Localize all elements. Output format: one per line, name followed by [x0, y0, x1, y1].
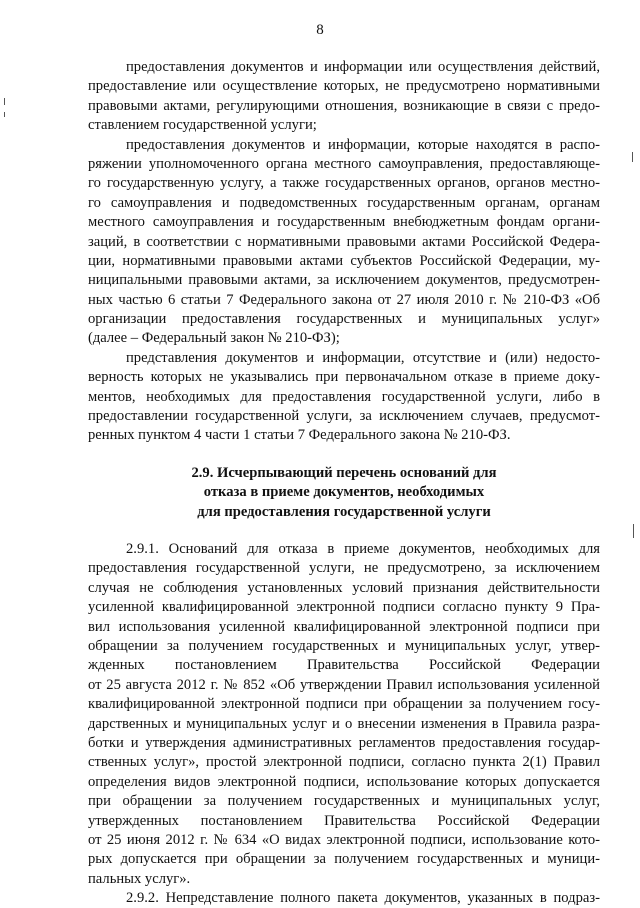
- text-line: от 25 июня 2012 г. № 634 «О видах электронной подписи, использование кото-: [88, 831, 600, 848]
- paragraph: [88, 540, 600, 889]
- text-line: ственных услуг», простой электронной подписи, согласно пункта 2(1) Правил: [88, 754, 600, 771]
- text-line: жденных постановлением Правительства Российской Федерации: [88, 657, 600, 674]
- text-line: при обращении за получением государственных и муниципальных услуг,: [88, 793, 600, 810]
- text-line: дарственных и муниципальных услуг и о внесении изменения в Правила разра-: [88, 715, 600, 732]
- text-line: ментов, необходимых для предоставления государственной услуги, либо в: [88, 388, 600, 405]
- scan-mark: [633, 524, 634, 538]
- heading-line: отказа в приеме документов, необходимых: [203, 484, 485, 501]
- text-line: 2.9.1. Оснований для отказа в приеме документов, необходимых для: [126, 541, 600, 558]
- text-line: заций, в соответствии с нормативными правовыми актами Российской Федера-: [88, 233, 600, 250]
- text-line: рых допускается при обращении за получением государственных и муници-: [88, 851, 600, 868]
- text-line: го государственную услугу, а также государственных органов, органов местно-: [88, 175, 600, 192]
- document-body: [88, 58, 600, 908]
- text-line: (далее – Федеральный закон № 210-ФЗ);: [88, 330, 340, 347]
- text-line: ренных пунктом 4 части 1 статьи 7 Федерального закона № 210-ФЗ.: [88, 427, 511, 444]
- heading-line: для предоставления государственной услуги: [197, 503, 491, 520]
- paragraph: [88, 136, 600, 349]
- text-line: усиленной квалифицированной электронной подписи согласно пункту 9 Пра-: [88, 599, 600, 616]
- text-line: ции, нормативными правовыми актами субъектов Российской Федерации, му-: [88, 252, 600, 269]
- text-line: ных частью 6 статьи 7 Федерального закона от 27 июля 2010 г. № 210-ФЗ «Об: [88, 291, 600, 308]
- scan-mark: [4, 98, 5, 105]
- text-line: предоставление или осуществление которых, не предусмотрено нормативными: [88, 78, 600, 95]
- text-line: го самоуправления и подведомственных государственным органам, органам: [88, 194, 600, 211]
- text-line: верность которых не указывались при первоначальном отказе в приеме доку-: [88, 369, 600, 386]
- heading-line: 2.9. Исчерпывающий перечень оснований для: [191, 464, 497, 481]
- text-line: ставлением государственной услуги;: [88, 117, 317, 134]
- text-line: предоставлении государственной услуги, за исключением случаев, предусмот-: [88, 408, 600, 425]
- text-line: 2.9.2. Непредставление полного пакета документов, указанных в подраз-: [126, 890, 600, 907]
- paragraph: [88, 889, 600, 908]
- scan-mark: [4, 112, 5, 117]
- paragraphs-top: [88, 58, 600, 446]
- text-line: квалифицированной электронной подписи при обращении за получением госу-: [88, 696, 600, 713]
- text-line: от 25 августа 2012 г. № 852 «Об утверждении Правил использования усиленной: [88, 676, 600, 693]
- text-line: ниципальными правовыми актами, за исключением документов, предусмотрен-: [88, 272, 600, 289]
- text-line: утвержденных постановлением Правительства Российской Федерации: [88, 812, 600, 829]
- scan-mark: [632, 152, 633, 162]
- section-heading: [88, 464, 600, 522]
- text-line: предоставления государственной услуги, не предусмотрено, за исключением: [88, 560, 600, 577]
- text-line: ботки и утверждения административных регламентов предоставления государ-: [88, 734, 600, 751]
- text-line: обращении за получением государственных и муниципальных услуг, утвер-: [88, 637, 600, 654]
- paragraphs-bottom: [88, 540, 600, 908]
- paragraph: [88, 349, 600, 446]
- text-line: пальных услуг».: [88, 870, 191, 887]
- page-number: 8: [316, 22, 324, 38]
- text-line: определения видов электронной подписи, использование которых допускается: [88, 773, 600, 790]
- text-line: организации предоставления государственных и муниципальных услуг»: [88, 311, 600, 328]
- paragraph: [88, 58, 600, 136]
- text-line: случая не соблюдения установленных условий признания действительности: [88, 579, 600, 596]
- text-line: представления документов и информации, отсутствие и (или) недосто-: [126, 349, 600, 366]
- text-line: предоставления документов и информации или осуществления действий,: [126, 59, 600, 75]
- text-line: предоставления документов и информации, которые находятся в распо-: [126, 136, 600, 153]
- text-line: правовыми актами, регулирующими отношения, возникающие в связи с предо-: [88, 97, 600, 114]
- text-line: вил использования усиленной квалифицированной электронной подписи при: [88, 618, 600, 635]
- text-line: ряжении уполномоченного органа местного самоуправления, предоставляюще-: [88, 155, 600, 172]
- text-line: местного самоуправления и государственным внебюджетным фондам органи-: [88, 214, 600, 231]
